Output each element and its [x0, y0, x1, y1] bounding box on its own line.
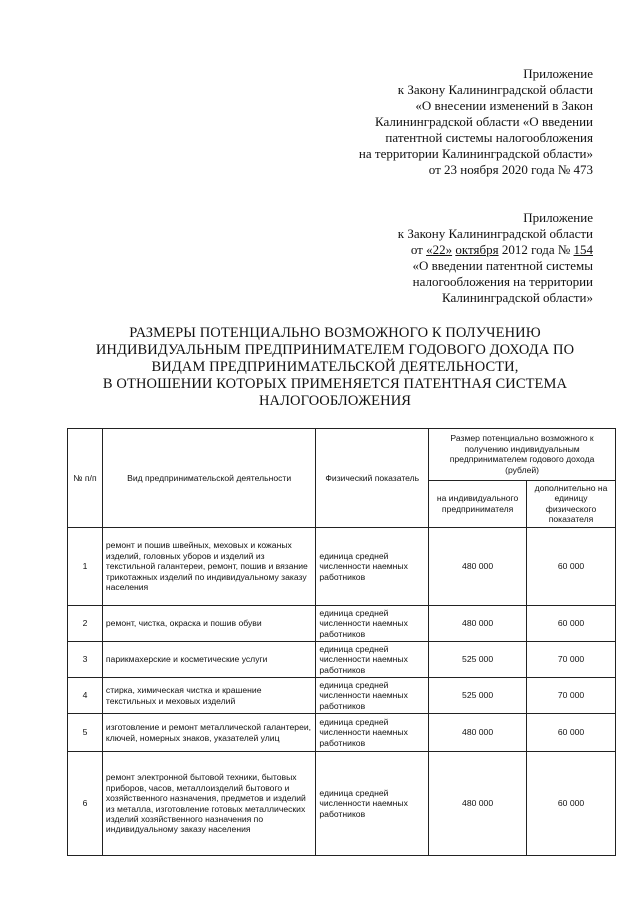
row-per-unit: 60 000 [527, 714, 616, 752]
row-indicator: единица средней численности наемных работников [316, 642, 429, 678]
row-per-unit: 60 000 [527, 606, 616, 642]
header-income-group: Размер потенциально возможного к получению индивидуальным предпринимателем годового дохода (рублей) [429, 429, 616, 481]
row-per-entrepreneur: 480 000 [429, 606, 527, 642]
income-table [67, 428, 616, 856]
table-row [68, 678, 616, 714]
date-day: «22» [426, 242, 453, 257]
appendix-line: Приложение [523, 210, 593, 225]
table-row [68, 528, 616, 606]
header-per-unit: дополнительно на единицу физического показателя [527, 480, 616, 527]
row-num: 4 [68, 678, 103, 714]
header-num: № п/п [68, 429, 103, 528]
row-indicator: единица средней численности наемных работников [316, 678, 429, 714]
row-activity: стирка, химическая чистка и крашение текстильных и меховых изделий [102, 678, 315, 714]
row-indicator: единица средней численности наемных работников [316, 752, 429, 856]
appendix-original-law [398, 210, 593, 306]
table-row [68, 642, 616, 678]
row-per-entrepreneur: 525 000 [429, 678, 527, 714]
header-per-entrepreneur: на индивидуального предпринимателя [429, 480, 527, 527]
appendix-line: налогообложения на территории [412, 274, 593, 289]
appendix-line: к Закону Калининградской области [397, 226, 593, 241]
row-num: 5 [68, 714, 103, 752]
row-per-unit: 60 000 [527, 752, 616, 856]
row-per-entrepreneur: 480 000 [429, 752, 527, 856]
appendix-line: Калининградской области» [441, 290, 593, 305]
appendix-line: Калининградской области «О введении [375, 114, 593, 129]
date-prefix: от [410, 242, 427, 257]
table-row [68, 714, 616, 752]
header-indicator: Физический показатель [316, 429, 429, 528]
appendix-line: на территории Калининградской области» [358, 146, 593, 161]
title-line: РАЗМЕРЫ ПОТЕНЦИАЛЬНО ВОЗМОЖНОГО К ПОЛУЧЕНИЮ [129, 325, 541, 341]
row-per-entrepreneur: 480 000 [429, 714, 527, 752]
header-activity: Вид предпринимательской деятельности [102, 429, 315, 528]
row-activity: парикмахерские и косметические услуги [102, 642, 315, 678]
row-indicator: единица средней численности наемных работников [316, 528, 429, 606]
row-per-unit: 60 000 [527, 528, 616, 606]
row-num: 2 [68, 606, 103, 642]
appendix-line: от 23 ноября 2020 года № 473 [428, 162, 593, 177]
title-line: ВИДАМ ПРЕДПРИНИМАТЕЛЬСКОЙ ДЕЯТЕЛЬНОСТИ, [151, 359, 519, 375]
row-num: 3 [68, 642, 103, 678]
title-line: ИНДИВИДУАЛЬНЫМ ПРЕДПРИНИМАТЕЛЕМ ГОДОВОГО ДОХОДА ПО [95, 342, 575, 358]
row-per-unit: 70 000 [527, 642, 616, 678]
row-activity: ремонт электронной бытовой техники, бытовых приборов, часов, металлоизделий бытового и хозяйственного назначения, предметов и изделий из металла, изготовление готовых металлических изделий хозяйственного назначения по индивидуальному заказу населения [102, 752, 315, 856]
appendix-line: Приложение [523, 66, 593, 81]
appendix-line: патентной системы налогообложения [385, 130, 593, 145]
row-per-entrepreneur: 480 000 [429, 528, 527, 606]
row-per-unit: 70 000 [527, 678, 616, 714]
row-activity: изготовление и ремонт металлической галантереи, ключей, номерных знаков, указателей улиц [102, 714, 315, 752]
row-activity: ремонт, чистка, окраска и пошив обуви [102, 606, 315, 642]
law-number: 154 [573, 242, 593, 257]
row-indicator: единица средней численности наемных работников [316, 606, 429, 642]
table-row [68, 606, 616, 642]
date-mid: 2012 года № [498, 242, 574, 257]
appendix-line: к Закону Калининградской области [397, 82, 593, 97]
appendix-line: «О внесении изменений в Закон [415, 98, 593, 113]
appendix-date-line [398, 242, 593, 258]
row-indicator: единица средней численности наемных работников [316, 714, 429, 752]
title-line: В ОТНОШЕНИИ КОТОРЫХ ПРИМЕНЯЕТСЯ ПАТЕНТНАЯ СИСТЕМА [102, 376, 568, 392]
row-activity: ремонт и пошив швейных, меховых и кожаных изделий, головных уборов и изделий из текстильной галантереи, ремонт, пошив и вязание трикотажных изделий по индивидуальному заказу населения [102, 528, 315, 606]
title-line: НАЛОГООБЛОЖЕНИЯ [258, 393, 412, 409]
row-per-entrepreneur: 525 000 [429, 642, 527, 678]
row-num: 1 [68, 528, 103, 606]
appendix-line: «О введении патентной системы [412, 258, 593, 273]
document-title [40, 325, 630, 410]
appendix-current-amendment [359, 66, 593, 178]
table-row [68, 752, 616, 856]
row-num: 6 [68, 752, 103, 856]
date-month: октября [455, 242, 499, 257]
